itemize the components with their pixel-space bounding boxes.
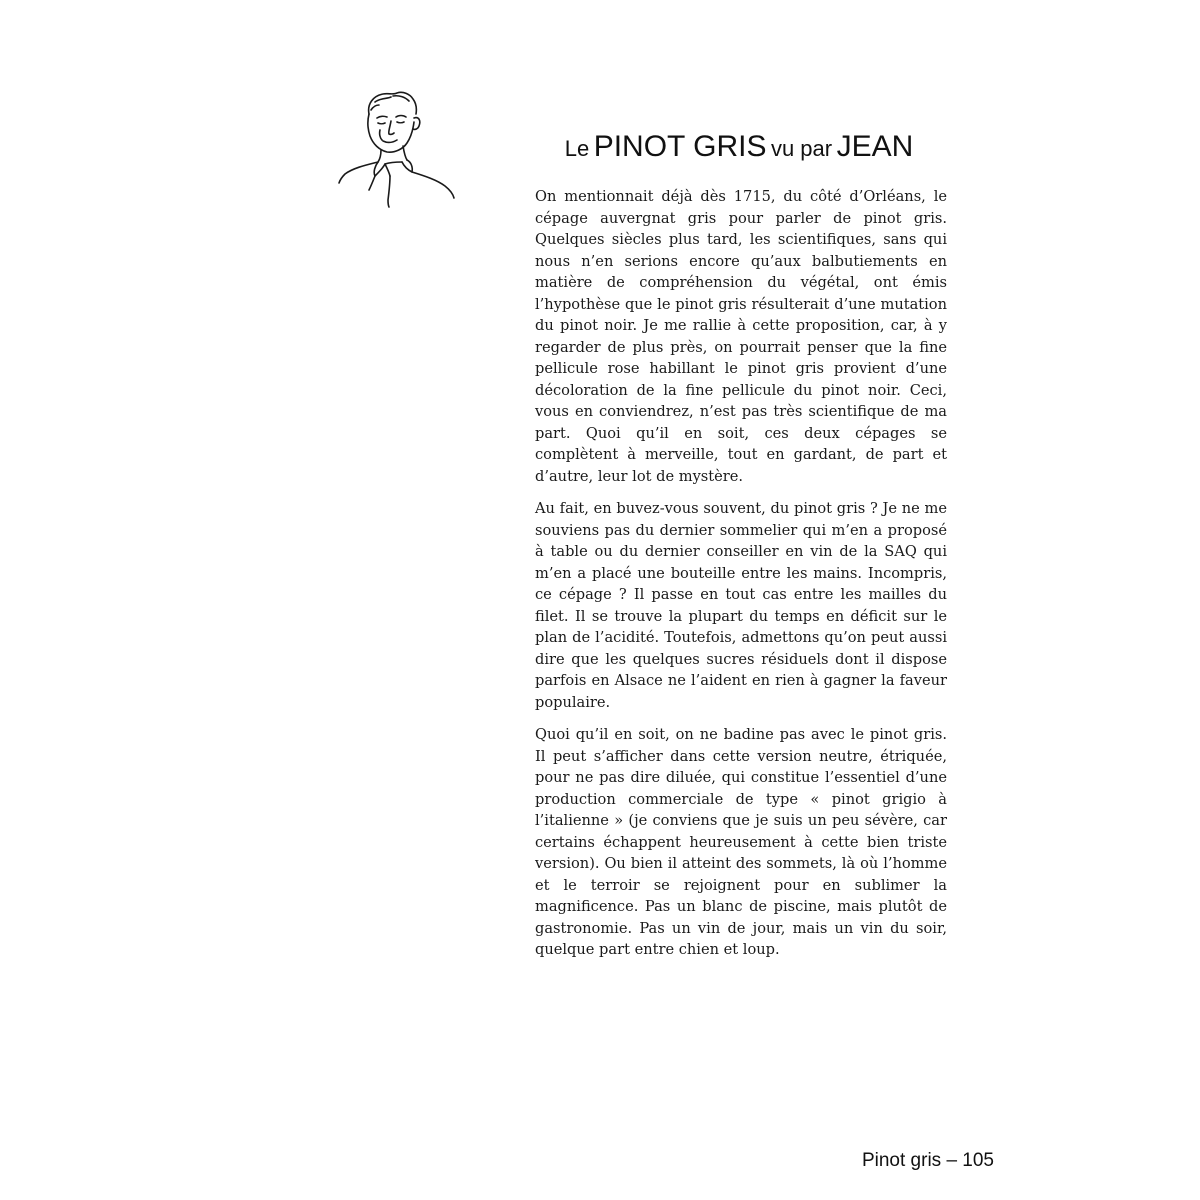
article-body bbox=[535, 186, 947, 972]
paragraph-2: Au fait, en buvez-vous souvent, du pinot gris ? Je ne me souviens pas du dernier sommelier qui m’en a proposé à table ou du dernier conseiller en vin de la SAQ qui m’en a placé une bouteille entre les mains. Incompris, ce cépage ? Il passe en tout cas entre les mailles du filet. Il se trouve la plupart du temps en déficit sur le plan de l’acidité. Toutefois, admettons qu’on peut aussi dire que les quelques sucres résiduels dont il dispose parfois en Alsace ne l’aident en rien à gagner la faveur populaire. bbox=[535, 500, 947, 711]
page-footer: Pinot gris – 105 bbox=[861, 1150, 994, 1171]
page-title bbox=[535, 132, 943, 162]
title-name: JEAN bbox=[836, 130, 914, 163]
title-subject: PINOT GRIS bbox=[593, 130, 767, 163]
title-middle: vu par bbox=[770, 136, 833, 161]
portrait-sketch-icon bbox=[333, 88, 463, 213]
paragraph-3: Quoi qu’il en soit, on ne badine pas avec le pinot gris. Il peut s’afficher dans cette version neutre, étriquée, pour ne pas dire diluée, qui constitue l’essentiel d’une production commerciale de type « pinot grigio à l’italienne » (je conviens que je suis un peu sévère, car certains échappent heureusement à cette bien triste version). Ou bien il atteint des sommets, là où l’homme et le terroir se rejoignent pour en sublimer la magnificence. Pas un blanc de piscine, mais plutôt de gastronomie. Pas un vin de jour, mais un vin du soir, quelque part entre chien et loup. bbox=[535, 726, 947, 958]
paragraph-1: On mentionnait déjà dès 1715, du côté d’Orléans, le cépage auvergnat gris pour parler de pinot gris. Quelques siècles plus tard, les scientifiques, sans qui nous n’en serions encore qu’aux balbutiements en matière de compréhension du végétal, ont émis l’hypothèse que le pinot gris résulterait d’une mutation du pinot noir. Je me rallie à cette proposition, car, à y regarder de plus près, on pourrait penser que la fine pellicule rose habillant le pinot gris provient d’une décoloration de la fine pellicule du pinot noir. Ceci, vous en conviendrez, n’est pas très scientifique de ma part. Quoi qu’il en soit, ces deux cépages se complètent à merveille, tout en gardant, de part et d’autre, leur lot de mystère. bbox=[535, 188, 947, 485]
title-prefix: Le bbox=[564, 136, 590, 161]
